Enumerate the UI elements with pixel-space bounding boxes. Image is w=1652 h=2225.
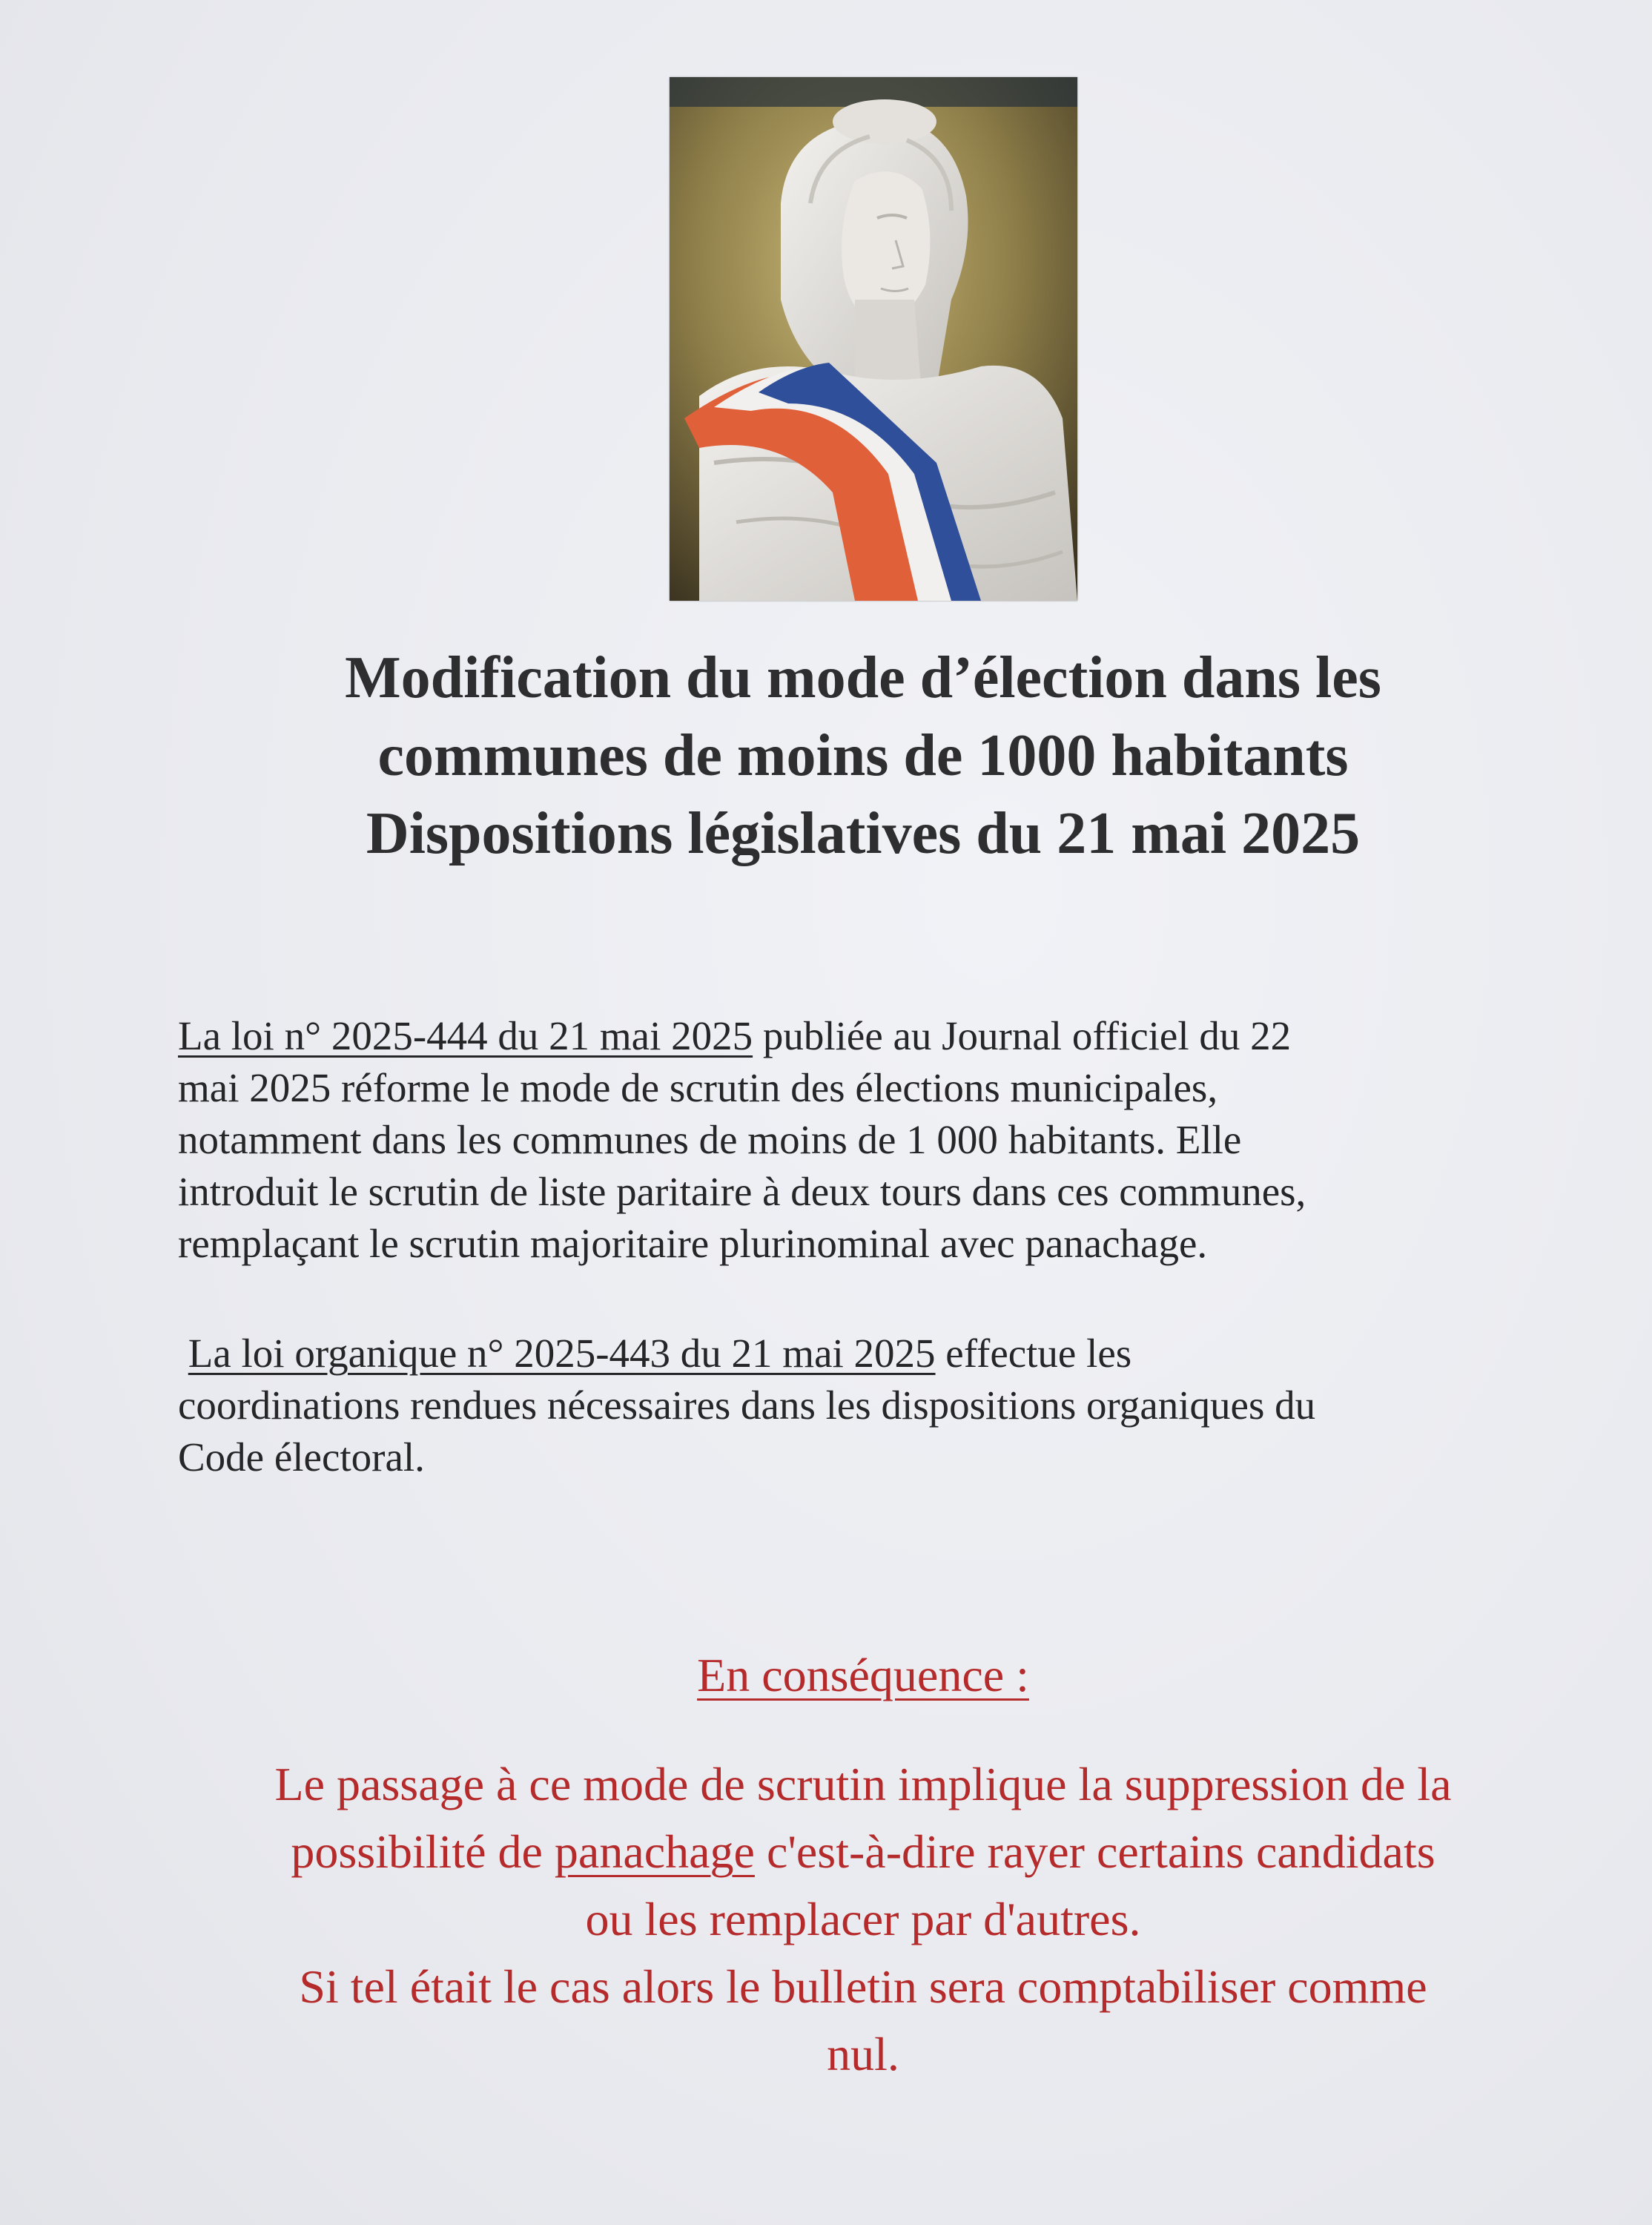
para1-line-2: mai 2025 réforme le mode de scrutin des élections municipales,	[178, 1065, 1218, 1110]
para1-line-1-rest: publiée au Journal officiel du 22	[753, 1013, 1292, 1058]
para2-line-1	[178, 1328, 1587, 1380]
consequence-line-5: nul.	[827, 2028, 899, 2080]
para1-line-5: remplaçant le scrutin majoritaire plurinominal avec panachage.	[178, 1221, 1208, 1266]
marianne-bust-image	[670, 77, 1077, 601]
panachage-term: panachage	[554, 1825, 755, 1878]
consequence-heading-text: En conséquence :	[697, 1649, 1029, 1701]
marianne-bust-illustration	[670, 77, 1077, 601]
loi-2025-444-reference: La loi n° 2025-444 du 21 mai 2025	[178, 1013, 753, 1058]
paragraph-loi-2025-444	[178, 1010, 1587, 1270]
paragraph-loi-organique-2025-443	[178, 1328, 1587, 1483]
para1-line-4: introduit le scrutin de liste paritaire à deux tours dans ces communes,	[178, 1169, 1306, 1214]
consequence-line-2-post: c'est-à-dire rayer certains candidats	[754, 1825, 1435, 1878]
para2-line-2: coordinations rendues nécessaires dans les dispositions organiques du	[178, 1382, 1316, 1428]
consequence-body	[148, 1750, 1578, 2088]
consequence-line-2-pre: possibilité de	[291, 1825, 555, 1878]
consequence-line-3: ou les remplacer par d'autres.	[585, 1893, 1141, 1945]
title-line-2: communes de moins de 1000 habitants	[377, 723, 1349, 788]
consequence-heading	[148, 1642, 1578, 1709]
consequence-line-1: Le passage à ce mode de scrutin implique la suppression de la	[274, 1758, 1452, 1810]
loi-organique-2025-443-reference: La loi organique n° 2025-443 du 21 mai 2025	[188, 1331, 936, 1376]
para2-line-1-rest: effectue les	[935, 1331, 1132, 1376]
para2-line-3: Code électoral.	[178, 1434, 425, 1480]
consequence-line-2	[148, 1818, 1578, 1885]
notice-title	[148, 639, 1578, 873]
para1-line-3: notamment dans les communes de moins de 1 000 habitants. Elle	[178, 1117, 1242, 1162]
title-line-3: Dispositions législatives du 21 mai 2025	[366, 801, 1361, 866]
para1-line-1	[178, 1010, 1587, 1062]
title-line-1: Modification du mode d’élection dans les	[345, 645, 1381, 711]
consequence-line-4: Si tel était le cas alors le bulletin sera comptabiliser comme	[299, 1960, 1427, 2013]
